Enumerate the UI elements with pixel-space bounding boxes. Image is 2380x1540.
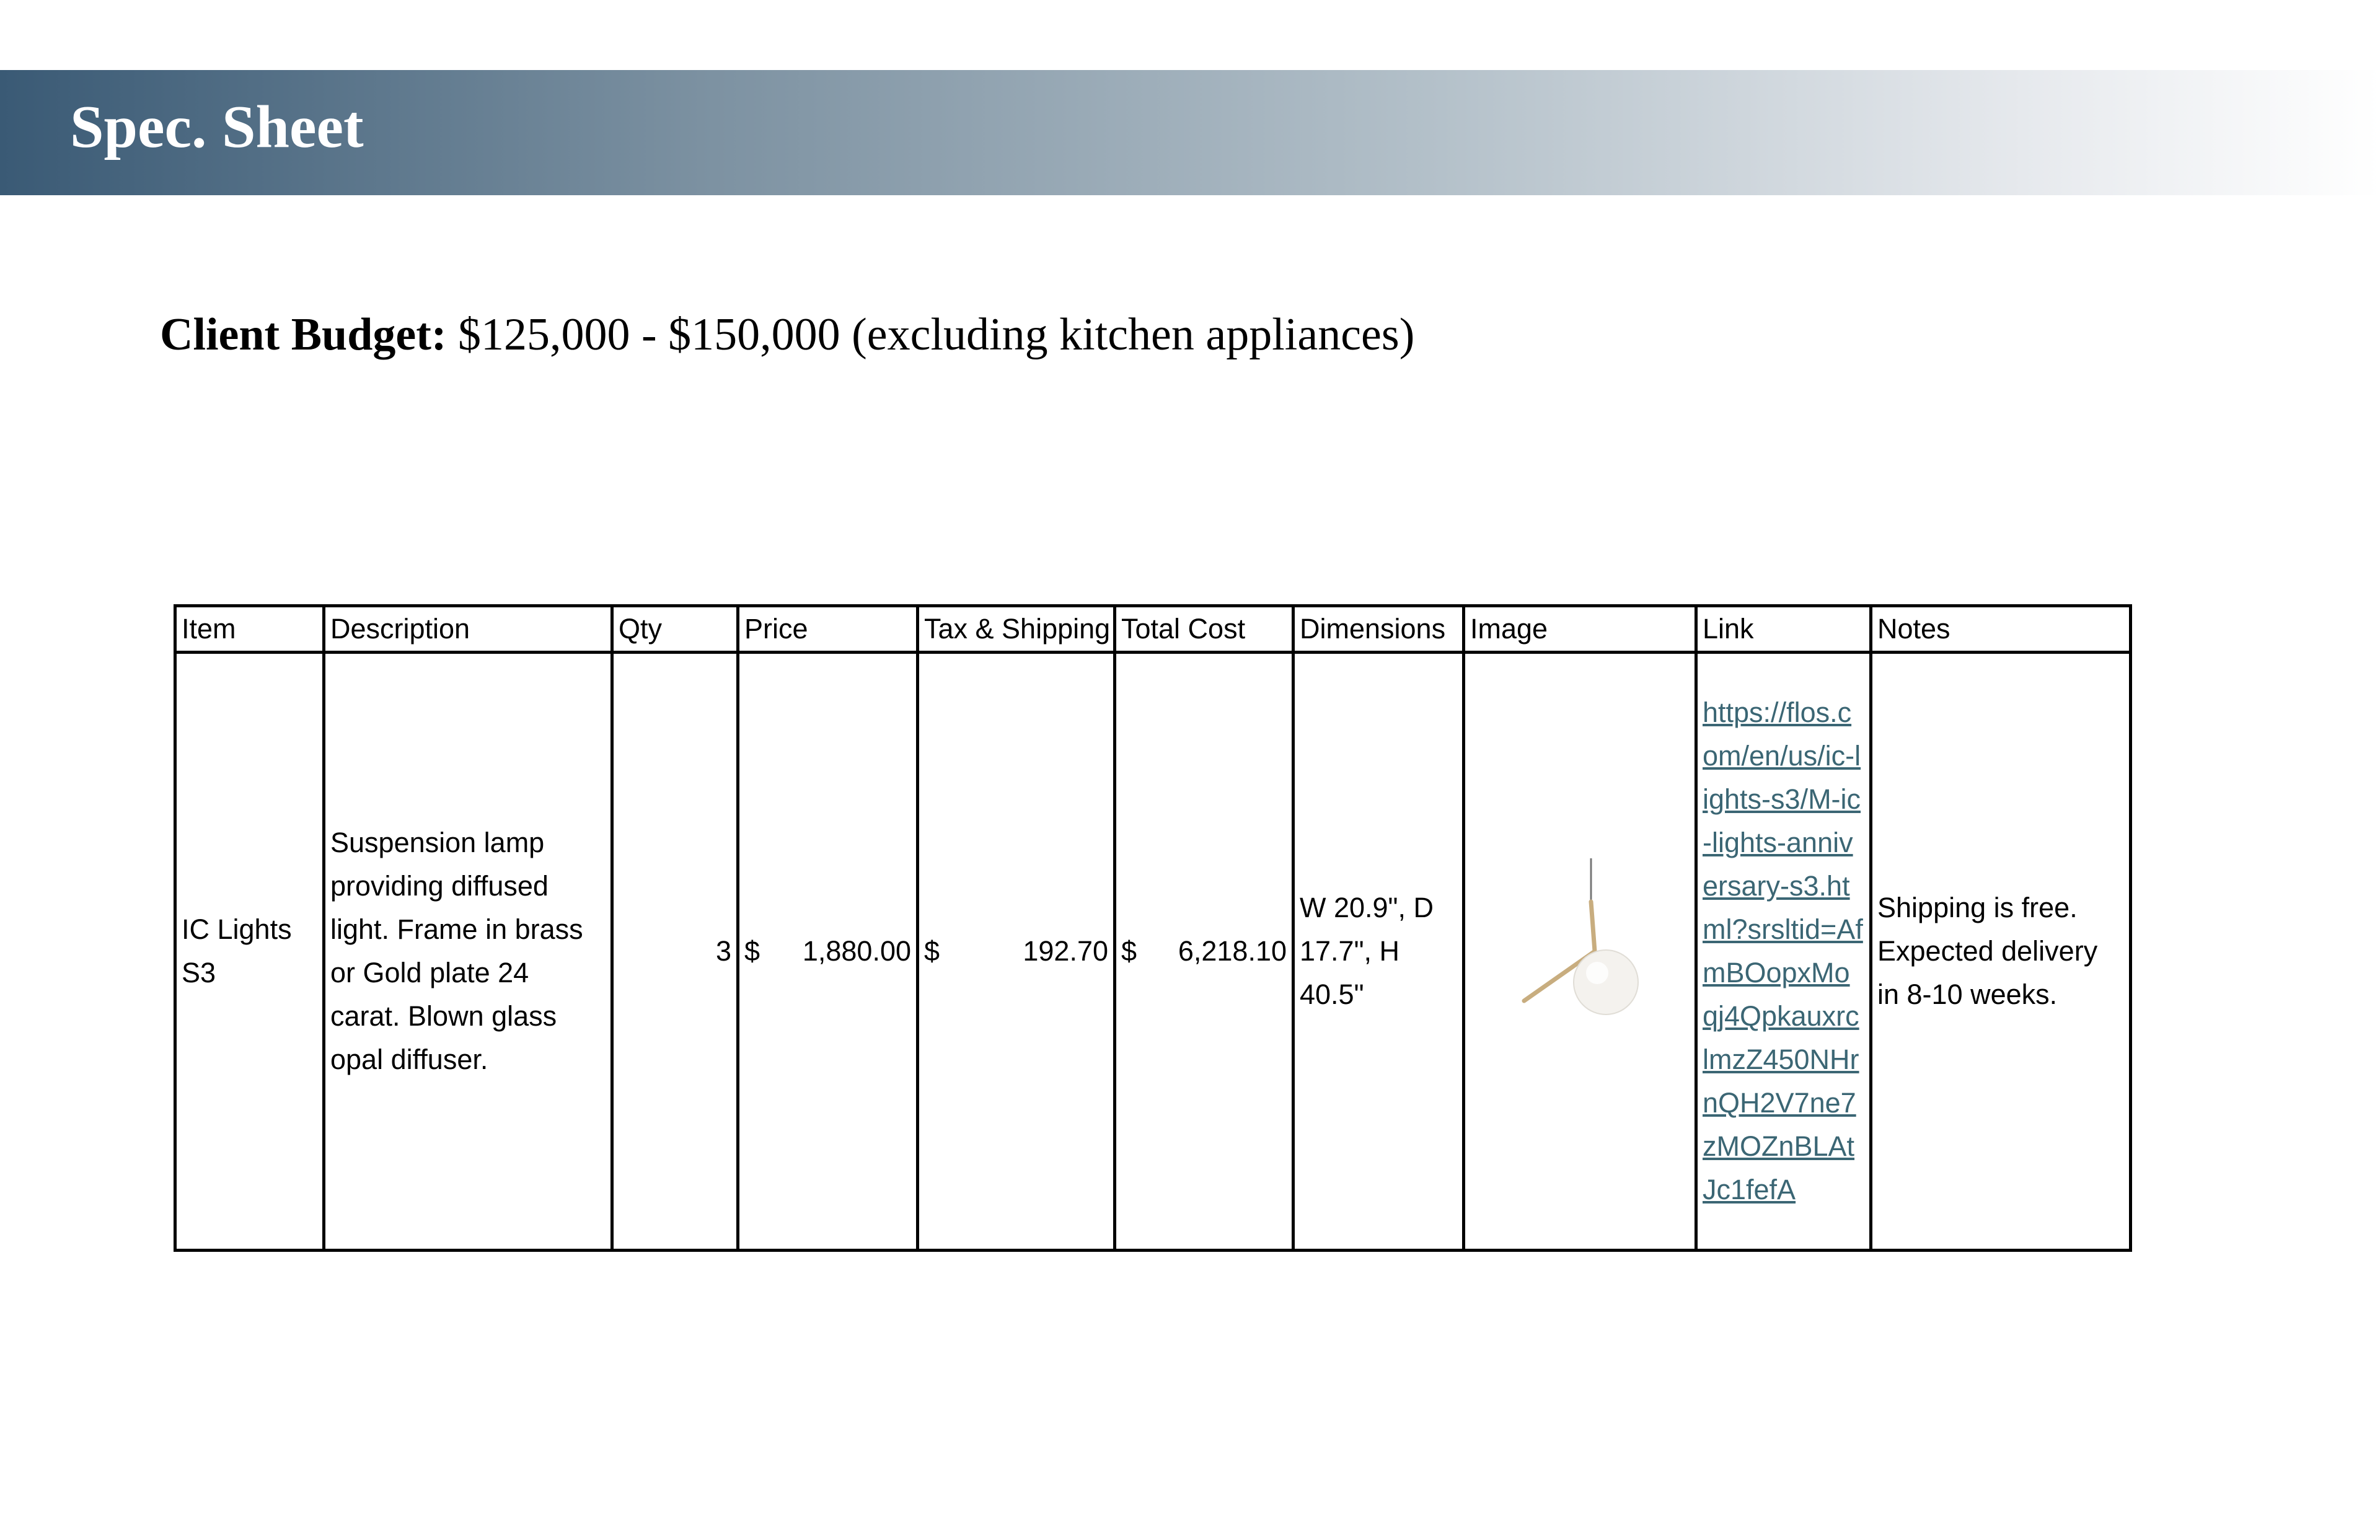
header-image: Image <box>1464 606 1696 653</box>
product-link[interactable]: https://flos.com/en/us/ic-lights-s3/M-ic-lights-anniversary-s3.html?srsltid=AfmBOopxMoqj4QpkauxrclmzZ450NHrnQH2V7ne7zMOZnBLAtJc1fefA <box>1703 697 1863 1205</box>
cell-link <box>1696 653 1871 1251</box>
spec-table <box>174 604 2132 1252</box>
total-amount: 6,218.10 <box>1178 935 1287 967</box>
tax-currency: $ <box>924 935 940 967</box>
header-link: Link <box>1696 606 1871 653</box>
budget-label: Client Budget: <box>160 309 447 360</box>
table-header-row <box>175 606 2131 653</box>
cell-price <box>738 653 918 1251</box>
cell-dimensions: W 20.9", D 17.7", H 40.5" <box>1294 653 1464 1251</box>
header-notes: Notes <box>1871 606 2131 653</box>
total-currency: $ <box>1121 935 1137 967</box>
pendant-lamp-icon <box>1470 858 1690 1044</box>
header-price: Price <box>738 606 918 653</box>
cell-image <box>1464 653 1696 1251</box>
tax-amount: 192.70 <box>1023 935 1108 967</box>
header-qty: Qty <box>612 606 738 653</box>
cell-qty: 3 <box>612 653 738 1251</box>
cell-description: Suspension lamp providing diffused light. Frame in brass or Gold plate 24 carat. Blown glass opal diffuser. <box>324 653 612 1251</box>
cell-item: IC Lights S3 <box>175 653 324 1251</box>
cell-notes: Shipping is free. Expected delivery in 8-10 weeks. <box>1871 653 2131 1251</box>
header-total-cost: Total Cost <box>1115 606 1294 653</box>
cell-tax-shipping <box>918 653 1115 1251</box>
table-row <box>175 653 2131 1251</box>
header-description: Description <box>324 606 612 653</box>
header-dimensions: Dimensions <box>1294 606 1464 653</box>
price-amount: 1,880.00 <box>802 935 911 967</box>
header-tax-shipping: Tax & Shipping <box>918 606 1115 653</box>
price-currency: $ <box>744 935 760 967</box>
budget-value: $125,000 - $150,000 (excluding kitchen appliances) <box>446 309 1415 360</box>
header-item: Item <box>175 606 324 653</box>
client-budget <box>160 304 1414 366</box>
cell-total-cost <box>1115 653 1294 1251</box>
page-title: Spec. Sheet <box>70 94 364 161</box>
